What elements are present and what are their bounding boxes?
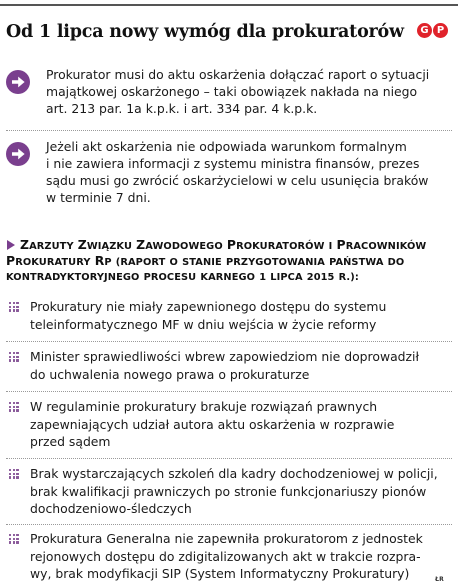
list-line: W regulaminie prokuratury brakuje rozwiązań prawnych bbox=[30, 399, 378, 414]
grid-bullet-icon bbox=[9, 534, 19, 544]
dotted-separator bbox=[6, 391, 452, 392]
info-line: i nie zawiera informacji z systemu ministra finansów, prezes bbox=[46, 156, 420, 171]
info-item-text bbox=[46, 66, 450, 117]
top-rule bbox=[0, 4, 458, 6]
grid-bullet-icon bbox=[9, 302, 19, 312]
grid-bullet-icon bbox=[9, 402, 19, 412]
page-title: Od 1 lipca nowy wymóg dla prokuratorów bbox=[6, 22, 404, 42]
info-line: w terminie 7 dni. bbox=[46, 190, 151, 205]
list-line: rejonowych dostępu do zdigitalizowanych akt w trakcie rozpra- bbox=[30, 548, 421, 564]
info-line: majątkowej oskarżonego – taki obowiązek nakłada na niego bbox=[46, 84, 418, 99]
list-item-text bbox=[30, 465, 450, 518]
logo-letter-p: P bbox=[433, 23, 448, 38]
list-line: Prokuratury nie miały zapewnionego dostępu do systemu bbox=[30, 299, 387, 314]
info-line: Jeżeli akt oskarżenia nie odpowiada warunkom formalnym bbox=[46, 139, 407, 154]
dotted-separator bbox=[6, 458, 452, 459]
list-line: dochodzeniowo-śledczych bbox=[30, 501, 192, 516]
dotted-separator bbox=[6, 130, 452, 131]
header bbox=[0, 14, 458, 48]
dotted-separator bbox=[6, 524, 452, 525]
info-line: sądu musi go zwrócić oskarżycielowi w celu usunięcia braków bbox=[46, 173, 429, 188]
list-line: wy, brak modyfikacji SIP (System Informatyczny Prokuratury) bbox=[30, 566, 410, 581]
list-line: Minister sprawiedliwości wbrew zapowiedziom nie doprowadził bbox=[30, 349, 420, 364]
info-line: art. 213 par. 1a k.p.k. i art. 334 par. 4 k.p.k. bbox=[46, 101, 318, 116]
section-heading-line: ZARZUTY ZWIĄZKU ZAWODOWEGO PROKURATORÓW I PRACOWNIKÓW bbox=[20, 237, 427, 252]
brand-logo bbox=[417, 21, 448, 39]
author-initials: ŁR bbox=[435, 576, 444, 583]
info-item-text bbox=[46, 138, 450, 206]
list-item-text bbox=[30, 398, 450, 451]
grid-bullet-icon bbox=[9, 352, 19, 362]
list-item-text bbox=[30, 298, 450, 333]
list-line: brak kwalifikacji prawniczych po stronie funkcjonariuszy pionów bbox=[30, 483, 427, 499]
list-line: Brak wystarczających szkoleń dla kadry dochodzeniowej w policji, bbox=[30, 466, 438, 481]
section-heading-line: KONTRADYKTORYJNEGO PROCESU KARNEGO 1 LIPCA 2015 R.): bbox=[6, 272, 359, 283]
list-line: do uchwalenia nowego prawa o prokuraturze bbox=[30, 366, 310, 382]
dotted-separator bbox=[6, 341, 452, 342]
list-line: zapewniających udział autora aktu oskarżenia w rozprawie bbox=[30, 416, 395, 432]
list-line: teleinformatycznego MF w dniu wejścia w życie reformy bbox=[30, 316, 377, 332]
grid-bullet-icon bbox=[9, 469, 19, 479]
list-item-text bbox=[30, 530, 450, 583]
section-heading-line: PROKURATURY RP (RAPORT O STANIE PRZYGOTOWANIA PAŃSTWA DO bbox=[6, 253, 405, 268]
arrow-right-circle-icon bbox=[6, 70, 30, 94]
arrow-right-circle-icon bbox=[6, 142, 30, 166]
triangle-marker-icon bbox=[6, 240, 16, 250]
list-line: przed sądem bbox=[30, 434, 111, 449]
list-line: Prokuratura Generalna nie zapewniła prokuratorom z jednostek bbox=[30, 531, 423, 546]
logo-letter-g: G bbox=[417, 23, 432, 38]
list-item-text bbox=[30, 348, 450, 383]
info-line: Prokurator musi do aktu oskarżenia dołączać raport o sytuacji bbox=[46, 67, 430, 82]
